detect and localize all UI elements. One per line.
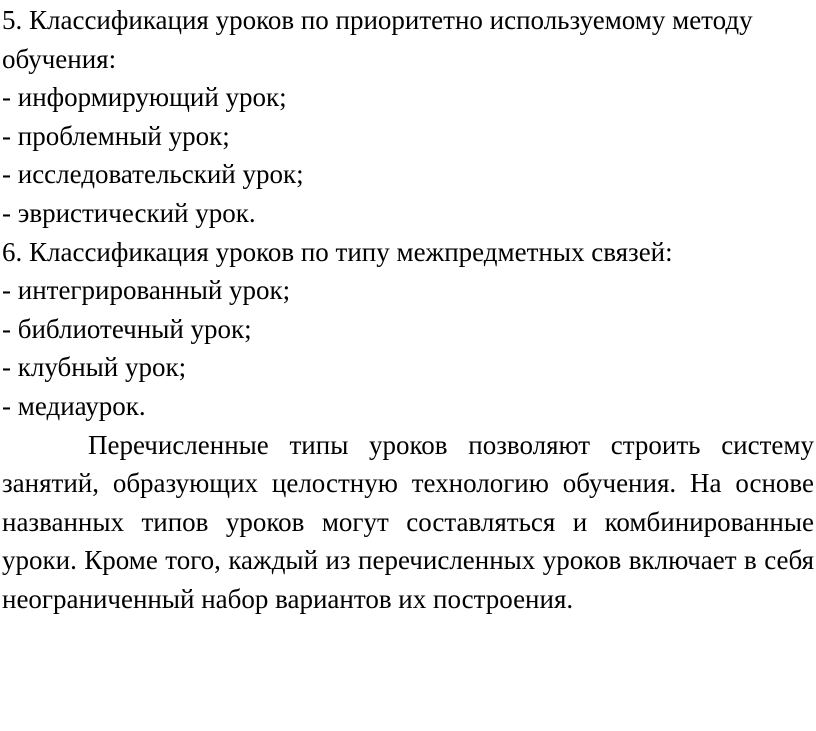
body-paragraph: Перечисленные типы уроков позволяют строить систему занятий, образующих целостную технологию обучения. На основе названных типов уроков могут составляться и комбинированные уроки. Кроме того, каждый из перечисленных уроков включает в себя неограниченный набор вариантов их построения. <box>2 429 814 614</box>
document-page <box>2 0 814 619</box>
list-item: - клубный урок; <box>2 352 187 383</box>
list-item: - проблемный урок; <box>2 120 230 151</box>
list-item: - эвристический урок. <box>2 197 256 228</box>
list-item: - исследовательский урок; <box>2 159 304 190</box>
list-item: - интегрированный урок; <box>2 275 291 306</box>
list-item: - библиотечный урок; <box>2 313 252 344</box>
section-5-heading-line-2: обучения: <box>2 43 117 74</box>
section-5-heading-line-1: 5. Классификация уроков по приоритетно используемому методу <box>2 5 753 35</box>
list-item: - информирующий урок; <box>2 82 287 113</box>
section-6-heading: 6. Классификация уроков по типу межпредметных связей: <box>2 236 673 267</box>
list-item: - медиаурок. <box>2 390 146 421</box>
